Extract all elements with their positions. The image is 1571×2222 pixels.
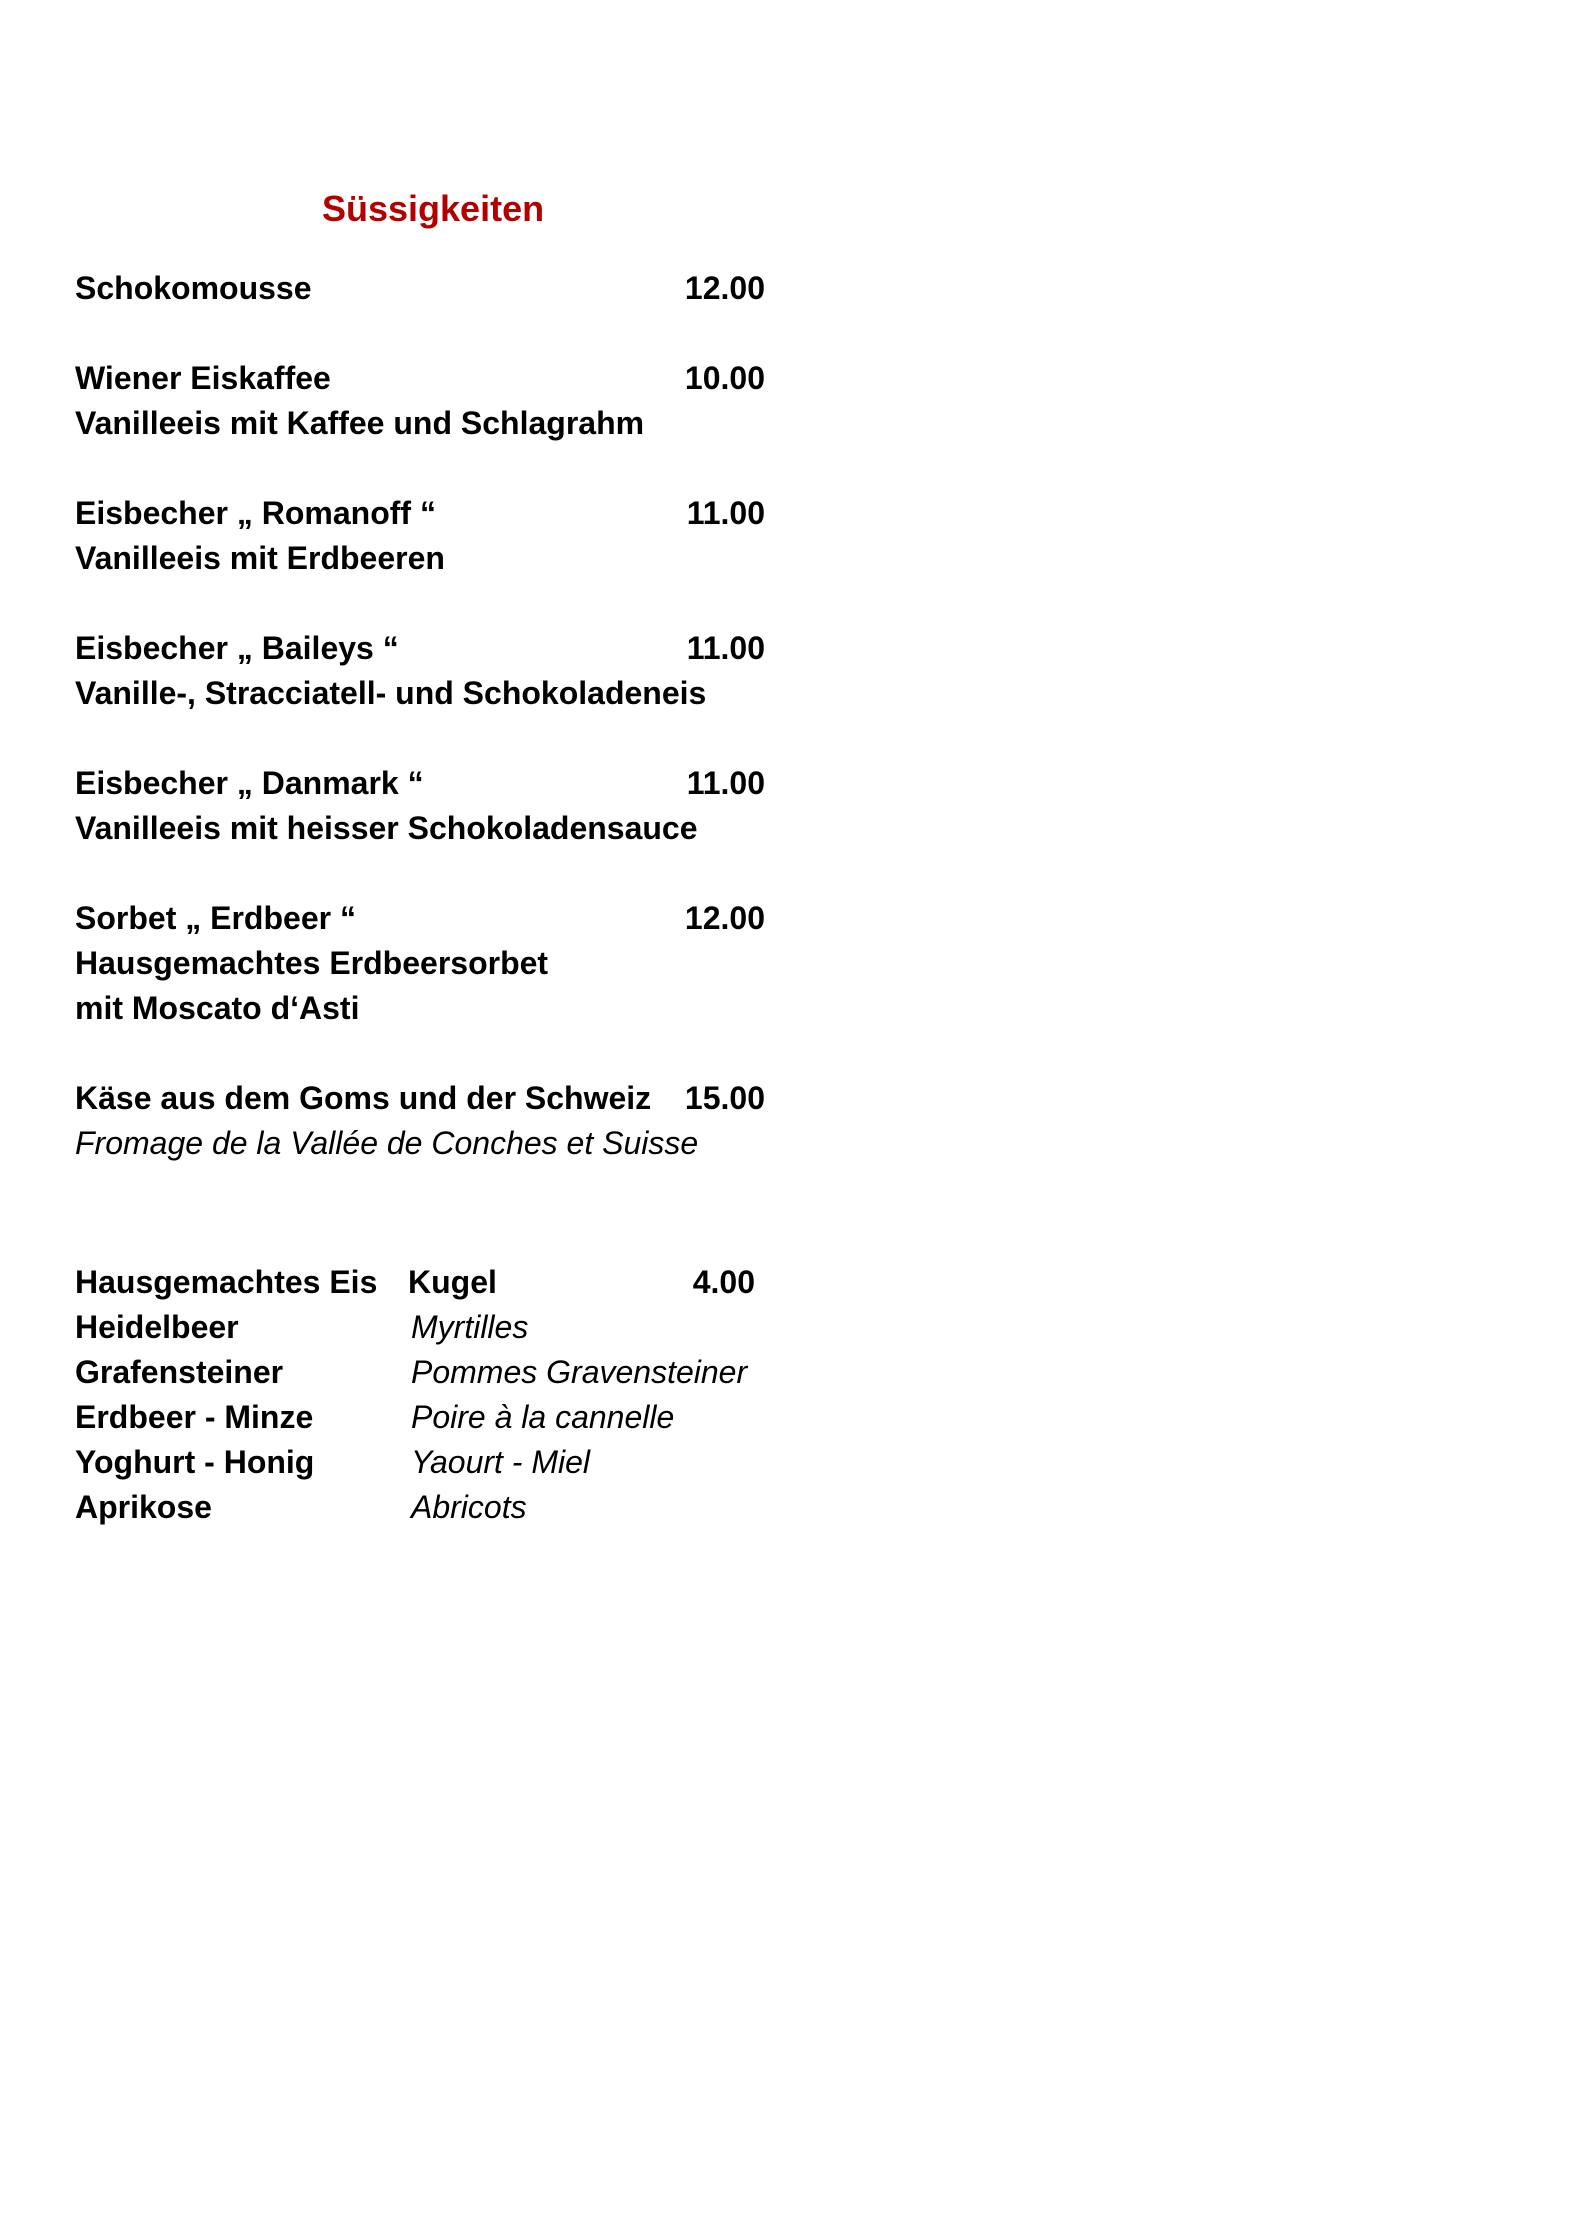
item-name: Eisbecher „ Romanoff “ bbox=[75, 495, 436, 531]
menu-item-schokomousse bbox=[75, 266, 765, 311]
flavor-row bbox=[75, 1305, 765, 1350]
flavor-row bbox=[75, 1350, 765, 1395]
flavor-row bbox=[75, 1395, 765, 1440]
item-description: Vanilleeis mit Kaffee und Schlagrahm bbox=[75, 405, 645, 441]
flavor-row bbox=[75, 1440, 765, 1485]
flavor-french: Abricots bbox=[411, 1489, 527, 1525]
item-description: Vanilleeis mit heisser Schokoladensauce bbox=[75, 810, 698, 846]
item-description: Hausgemachtes Erdbeersorbet bbox=[75, 945, 549, 981]
menu-item-sorbet-erdbeer bbox=[75, 896, 765, 1031]
flavor-german: Erdbeer - Minze bbox=[75, 1399, 314, 1435]
menu-item-kaese bbox=[75, 1076, 765, 1166]
flavor-row bbox=[75, 1485, 765, 1530]
menu-item-eisbecher-romanoff bbox=[75, 491, 765, 581]
flavor-german: Grafensteiner bbox=[75, 1354, 284, 1390]
ice-cream-heading: Hausgemachtes Eis bbox=[75, 1264, 378, 1300]
item-name: Wiener Eiskaffee bbox=[75, 360, 331, 396]
page-title: Süssigkeiten bbox=[322, 188, 545, 229]
item-description: Vanille-, Stracciatell- und Schokoladeneis bbox=[75, 675, 707, 711]
ice-cream-unit: Kugel bbox=[408, 1264, 497, 1300]
menu-item-wiener-eiskaffee bbox=[75, 356, 765, 446]
item-description: mit Moscato d‘Asti bbox=[75, 990, 360, 1026]
item-description-french: Fromage de la Vallée de Conches et Suisse bbox=[75, 1125, 699, 1161]
ice-cream-price: 4.00 bbox=[692, 1264, 755, 1300]
item-price: 11.00 bbox=[686, 495, 765, 531]
menu-item-eisbecher-baileys bbox=[75, 626, 765, 716]
flavor-french: Poire à la cannelle bbox=[411, 1399, 675, 1435]
item-name: Eisbecher „ Baileys “ bbox=[75, 630, 399, 666]
menu-item-eisbecher-danmark bbox=[75, 761, 765, 851]
item-price: 15.00 bbox=[684, 1080, 765, 1116]
item-price: 10.00 bbox=[684, 360, 765, 396]
flavor-german: Yoghurt - Honig bbox=[75, 1444, 315, 1480]
flavor-german: Aprikose bbox=[75, 1489, 212, 1525]
item-price: 12.00 bbox=[684, 900, 765, 936]
flavor-german: Heidelbeer bbox=[75, 1309, 239, 1345]
item-price: 11.00 bbox=[686, 630, 765, 666]
item-name: Sorbet „ Erdbeer “ bbox=[75, 900, 356, 936]
ice-cream-section bbox=[75, 1260, 765, 1530]
item-name: Käse aus dem Goms und der Schweiz bbox=[75, 1080, 652, 1116]
item-price: 12.00 bbox=[684, 270, 765, 306]
flavor-french: Pommes Gravensteiner bbox=[411, 1354, 748, 1390]
item-name: Eisbecher „ Danmark “ bbox=[75, 765, 424, 801]
ice-cream-header bbox=[75, 1260, 765, 1305]
item-price: 11.00 bbox=[686, 765, 765, 801]
item-description: Vanilleeis mit Erdbeeren bbox=[75, 540, 445, 576]
item-name: Schokomousse bbox=[75, 270, 312, 306]
flavor-french: Yaourt - Miel bbox=[411, 1444, 591, 1480]
dessert-list bbox=[75, 266, 765, 1211]
flavor-french: Myrtilles bbox=[411, 1309, 529, 1345]
